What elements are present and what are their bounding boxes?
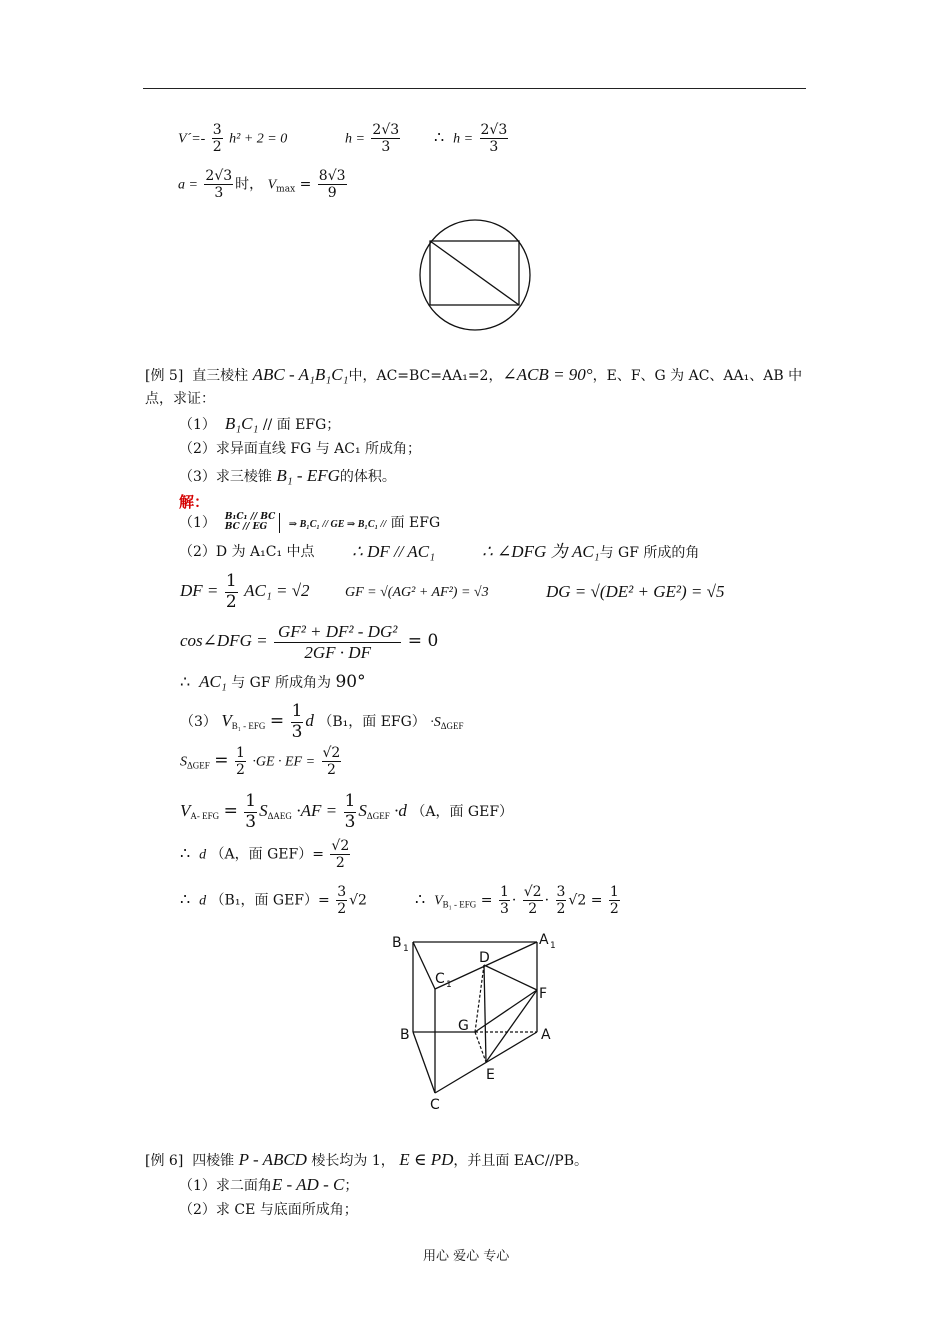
angle-dfg-statement: ∴ ∠DFG 为 AC₁与 GF 所成的角 (482, 542, 700, 561)
therefore-h-solution: ∴ h = $\frac{2√3}{3}$ (434, 122, 508, 156)
circumscribed-circle (420, 220, 530, 330)
derivative-equation-line (178, 122, 287, 155)
prism-figure (390, 928, 570, 1113)
example5-statement-line2: 点，求证： (145, 391, 215, 407)
example5-statement-line1: [例 5] 直三棱柱 ABC - A₁B₁C₁中，AC=BC=AA₁=2，∠ACB = 90°，E、F、G 为 AC、AA₁、AB 中 (145, 365, 803, 384)
fraction-three-halves: $\frac{3}{2}$ (212, 122, 222, 156)
example5-question3: （3）求三棱锥 B₁ - EFG的体积。 (179, 466, 396, 485)
solution3-volume: （3） $V_{B_1 - EFG}$ = $\frac{1}{3}$ d （B₁，面 $EFG) \cdot S_{\Delta GEF}$ (180, 701, 464, 742)
label-a1: A (539, 932, 549, 948)
hidden-edge-d-g (475, 965, 484, 1032)
example6-question2: （2）求 CE 与底面所成角； (179, 1202, 358, 1218)
header-rule (143, 88, 806, 89)
hidden-edge-g-e (475, 1032, 486, 1062)
label-c1-sub: 1 (446, 980, 452, 990)
solution2-line: （2）D 为 A₁C₁ 中点 (179, 544, 315, 560)
edge-d-e (484, 965, 486, 1062)
edge-b1-c1 (413, 942, 435, 989)
volume-a-efg-equation: $V_{A- EFG}$ = $\frac{1}{3}$ $S_{\Delta AEG} \cdot AF$ = $\frac{1}{3}$ $S_{\Delta GEF} \cdot d$ （A，面 GEF） (180, 791, 514, 832)
solution-label: 解： (179, 493, 210, 511)
solution1-line: （1） B₁C₁ // BC BC // EG ⇒ B₁C₁ // GE ⇒ B₁C₁ // 面 EFG (179, 512, 441, 532)
volume-b1-efg-result: ∴ $V_{B_1 - EFG}$ = $\frac{1}{3}$ · $\frac{√2}{2}$ · $\frac{3}{2}$ √2 = $\frac{1}{2}$ (415, 884, 619, 918)
example5-tag: [例 5] (145, 368, 184, 384)
label-b: B (400, 1027, 410, 1043)
dg-equation: DG = √(DE² + GE²) = √5 (546, 582, 725, 601)
rectangle-diagonal (430, 241, 519, 305)
cos-dfg-equation: cos∠DFG = $\frac{\text{GF² + DF² - DG²}}{2GF \cdot DF}$ = 0 (180, 622, 439, 662)
distance-a-gef: ∴ d （A，面 GEF）= $\frac{√2}{2}$ (180, 838, 350, 872)
label-a: A (541, 1027, 551, 1043)
example6-statement: [例 6] 四棱锥 P - ABCD 棱长均为 1， E ∈ PD，并且面 EAC//PB。 (145, 1150, 589, 1169)
label-g: G (458, 1018, 469, 1034)
distance-b1-gef: ∴ d （B₁，面 GEF）= $\frac{3}{2}$ √2 (180, 884, 367, 918)
condition-brace: B₁C₁ // BC BC // EG (225, 513, 280, 533)
label-c: C (430, 1097, 440, 1113)
example5-question1: （1） B₁C₁ // 面 EFG； (179, 414, 341, 433)
label-f: F (539, 986, 548, 1002)
a-and-vmax-line: a = $\frac{2√3}{3}$ 时， $V_{max}$ = $\frac{8√3}{9}$ (178, 168, 346, 202)
angle-conclusion: ∴ AC₁ 与 GF 所成角为 90° (180, 672, 366, 692)
h-solution: h = $\frac{2√3}{3}$ (345, 122, 400, 156)
label-a1-sub: 1 (550, 941, 556, 951)
label-e: E (486, 1067, 495, 1083)
area-gef-equation: $S_{\Delta GEF}$ = $\frac{1}{2}$ ·GE · EF = $\frac{√2}{2}$ (180, 745, 341, 779)
edge-d-f (484, 965, 537, 990)
h-squared-expression: h² + 2 = 0 (229, 131, 288, 147)
gf-equation: GF = √(AG² + AF²) = √3 (345, 585, 489, 600)
example5-question2: （2）求异面直线 FG 与 AC₁ 所成角； (179, 441, 422, 457)
label-c1: C (435, 971, 445, 987)
df-parallel-ac1: ∴ DF // AC₁ (352, 542, 435, 561)
edge-e-f (486, 990, 537, 1062)
circle-rectangle-figure (418, 214, 532, 336)
vprime-lhs: V´=- (178, 131, 206, 147)
label-b1-sub: 1 (403, 944, 409, 954)
example6-question1: （1）求二面角E - AD - C； (179, 1175, 359, 1194)
example6-tag: [例 6] (145, 1153, 184, 1169)
label-b1: B (392, 935, 402, 951)
edge-b-c (413, 1032, 435, 1093)
label-d: D (479, 950, 490, 966)
df-equation: DF = $\frac{1}{2}$ AC₁ = √2 (180, 571, 310, 612)
page-footer: 用心 爱心 专心 (423, 1249, 510, 1264)
